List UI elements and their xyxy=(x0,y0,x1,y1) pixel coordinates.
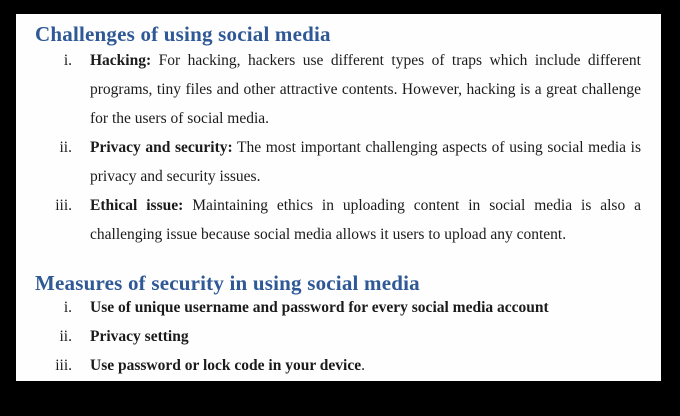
list-item xyxy=(35,351,641,380)
list-item-numeral: i. xyxy=(63,299,72,316)
list-item-body: The most important challenging aspects of using social media is privacy and security issues. xyxy=(90,139,641,185)
list-item-text xyxy=(90,351,641,380)
list-item-numeral: i. xyxy=(63,52,72,69)
list-item-numeral: ii. xyxy=(59,139,72,156)
list-item-body: For hacking, hackers use different types of traps which include different programs, tiny files and other attractive contents. However, hacking is a great challenge for the users of social media. xyxy=(90,52,641,127)
measures-list xyxy=(35,293,641,380)
list-item-text xyxy=(90,133,641,191)
list-item-label: Ethical issue: xyxy=(90,197,184,214)
list-item-numeral: iii. xyxy=(55,197,72,214)
list-item-label: Use password or lock code in your device xyxy=(90,357,362,374)
list-item-label: Privacy setting xyxy=(90,328,189,345)
document-page xyxy=(16,14,661,381)
list-item xyxy=(35,322,641,351)
list-item-label: Hacking: xyxy=(90,52,152,69)
list-item-text xyxy=(90,322,641,351)
list-item-text xyxy=(90,191,641,249)
heading-challenges: Challenges of using social media xyxy=(35,22,331,46)
list-item-numeral: iii. xyxy=(55,357,72,374)
list-item-body: Maintaining ethics in uploading content in social media is also a challenging issue because social media allows it users to upload any content. xyxy=(90,197,641,243)
list-item xyxy=(35,46,641,133)
list-item-label: Privacy and security: xyxy=(90,139,233,156)
list-item-text xyxy=(90,46,641,133)
heading-measures: Measures of security in using social media xyxy=(35,271,420,295)
list-item xyxy=(35,293,641,322)
list-item-body: . xyxy=(361,357,365,374)
list-item-text xyxy=(90,293,641,322)
list-item xyxy=(35,191,641,249)
challenges-list xyxy=(35,46,641,249)
list-item xyxy=(35,133,641,191)
list-item-numeral: ii. xyxy=(59,328,72,345)
list-item-label: Use of unique username and password for every social media account xyxy=(90,299,549,316)
